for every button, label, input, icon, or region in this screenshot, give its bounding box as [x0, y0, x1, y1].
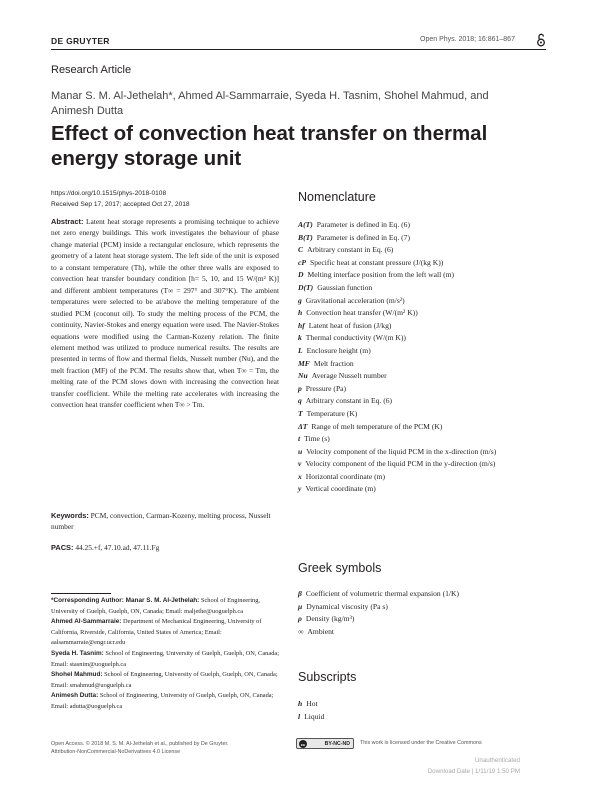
- affiliation-text: School of Engineering, University of Guelph, Guelph, ON, Canada; Email: maljethe@uoguelph.ca: [51, 597, 261, 615]
- received-accepted-dates: Received Sep 17, 2017; accepted Oct 27, 2018: [51, 201, 190, 208]
- nomenclature-heading: Nomenclature: [298, 190, 376, 204]
- symbol-entry: [298, 711, 548, 724]
- symbol: h: [298, 308, 303, 318]
- cc-icon: cc: [300, 741, 306, 747]
- symbol-definition: Latent heat of fusion (J/kg): [308, 320, 392, 330]
- affiliation-text: Department of Mechanical Engineering, University of California, Riverside, California, United States of America; Email: aalsammarraie@engr.ucr.edu: [51, 618, 262, 647]
- affiliation-entry: [51, 691, 279, 712]
- cc-license-badge[interactable]: [296, 738, 354, 749]
- greek-symbols-list: [298, 588, 548, 638]
- abstract-text: Latent heat storage represents a promising technique to achieve net zero energy buildings. This work investigates the behaviour of phase change material (PCM) inside a rectangular enclosure, which represents the geometry of a latent heat storage system. The left side of the unit is exposed to a constant temperature (Th), while the other three walls are exposed to convection heat transfer boundary condition [h= 5, 10, and 15 W/(m² K)] and different ambient temperatures (T∞ = 297° and 307°K). The ambient temperatures were selected to be at/above the melting temperature of the studied PCM (coconut oil). To study the melting process of the PCM, the continuity, Navier-Stokes and energy equation were used. The Navier-Stokes equations were modified using the Carman-Kozeny relation. The finite element method was utilized to produce numerical results. The results are presented in terms of flow and thermal fields, Nusselt number (Nu), and the melt fraction (MF) of the PCM. The results show that, when T∞ = Tm, the melting rate of the PCM slows down with increasing the convection heat transfer coefficient. While the melting rate accelerates with increasing the convection heat transfer coefficient when T∞ > Tm.: [51, 217, 279, 410]
- symbol: μ: [298, 601, 303, 611]
- subscripts-heading: Subscripts: [298, 670, 357, 684]
- header-rule: [51, 49, 546, 50]
- open-access-line: Open Access. © 2018 M. S. M. Al-Jethelah et al., published by De Gruyter.: [51, 741, 229, 747]
- symbol-definition: Specific heat at constant pressure (J/(kg K)): [310, 257, 444, 267]
- symbol-definition: Convection heat transfer (W/(m² K)): [306, 308, 418, 318]
- nomenclature-list: [298, 219, 548, 496]
- symbol: D: [298, 270, 304, 280]
- symbol-entry: [298, 421, 548, 434]
- symbol-definition: Vertical coordinate (m): [305, 484, 376, 494]
- symbol-entry: [298, 332, 548, 345]
- symbol-definition: Parameter is defined in Eq. (7): [316, 232, 410, 242]
- symbol-entry: [298, 383, 548, 396]
- symbol-definition: Dynamical viscosity (Pa s): [306, 601, 388, 611]
- symbol-entry: [298, 408, 548, 421]
- symbol-entry: [298, 483, 548, 496]
- symbol: C: [298, 245, 304, 255]
- symbol-entry: [298, 613, 548, 626]
- affiliation-author: Ahmed Al-Sammarraie:: [51, 618, 122, 626]
- paper-title: Effect of convection heat transfer on thermal energy storage unit: [51, 122, 488, 170]
- symbol-definition: Velocity component of the liquid PCM in the y-direction (m/s): [305, 459, 496, 469]
- symbol: q: [298, 396, 302, 406]
- symbol-definition: Thermal conductivity (W/(m K)): [305, 333, 406, 343]
- open-access-notice: [51, 740, 311, 756]
- symbol-entry: [298, 269, 548, 282]
- symbol-definition: Average Nusselt number: [311, 371, 387, 381]
- pacs: [51, 543, 279, 552]
- symbol-entry: [298, 244, 548, 257]
- symbol-entry: [298, 257, 548, 270]
- symbol: cP: [298, 257, 307, 267]
- author-affiliations: [51, 596, 279, 713]
- symbol-definition: Ambient: [307, 626, 334, 636]
- symbol-definition: Temperature (K): [306, 408, 358, 418]
- symbol-entry: [298, 345, 548, 358]
- affiliation-text: School of Engineering, University of Guelph, Guelph, ON, Canada; Email: smahmud@uoguelph.ca: [51, 671, 278, 689]
- symbol-definition: Density (kg/m³): [305, 614, 355, 624]
- symbol-definition: Gaussian function: [317, 282, 373, 292]
- symbol: L: [298, 345, 303, 355]
- watermark-line: Unauthenticated: [474, 757, 520, 764]
- symbol-entry: [298, 307, 548, 320]
- license-notice: This work is licensed under the Creative Commons: [360, 740, 482, 746]
- symbol-entry: [298, 395, 548, 408]
- symbol: Nu: [298, 371, 308, 381]
- affiliation-entry: [51, 670, 279, 691]
- author-list: Manar S. M. Al-Jethelah*, Ahmed Al-Sammarraie, Syeda H. Tasnim, Shohel Mahmud, and Animesh Dutta: [51, 90, 489, 117]
- symbol: v: [298, 459, 302, 469]
- greek-symbols-heading: Greek symbols: [298, 561, 382, 575]
- symbol: D(T): [298, 282, 314, 292]
- symbol-definition: Velocity component of the liquid PCM in the x-direction (m/s): [306, 446, 497, 456]
- symbol-entry: [298, 698, 548, 711]
- symbol-entry: [298, 219, 548, 232]
- affiliation-text: School of Engineering, University of Guelph, Guelph, ON, Canada; Email: adutta@uoguelph.ca: [51, 692, 274, 710]
- symbol-definition: Melting interface position from the left wall (m): [307, 270, 455, 280]
- symbol-entry: [298, 282, 548, 295]
- article-type: Research Article: [51, 64, 132, 76]
- symbol: t: [298, 434, 301, 444]
- cc-license-label: BY-NC-ND: [324, 740, 350, 747]
- symbol: MF: [298, 358, 310, 368]
- license-line: Attribution-NonCommercial-NoDerivatives 4.0 License: [51, 749, 181, 755]
- abstract-label: Abstract:: [51, 217, 84, 226]
- symbol: B(T): [298, 232, 313, 242]
- footnote-rule: [51, 593, 111, 594]
- affiliation-author: Syeda H. Tasnim:: [51, 649, 104, 657]
- download-watermark: [400, 755, 520, 777]
- symbol-definition: Range of melt temperature of the PCM (K): [311, 421, 443, 431]
- keywords: [51, 510, 279, 533]
- symbol-definition: Arbitrary constant in Eq. (6): [307, 245, 394, 255]
- doi-link[interactable]: https://doi.org/10.1515/phys-2018-0108: [51, 190, 167, 197]
- affiliation-entry: [51, 617, 279, 649]
- symbol-definition: Melt fraction: [313, 358, 354, 368]
- symbol-definition: Pressure (Pa): [305, 383, 347, 393]
- affiliation-author: *Corresponding Author: Manar S. M. Al-Jethelah:: [51, 597, 200, 604]
- symbol: l: [298, 711, 301, 721]
- symbol: p: [298, 383, 302, 393]
- symbol-definition: Time (s): [304, 434, 330, 444]
- symbol: β: [298, 589, 302, 598]
- symbol: x: [298, 471, 302, 481]
- affiliation-entry: [51, 596, 279, 617]
- symbol-entry: [298, 601, 548, 614]
- symbol-entry: [298, 458, 548, 471]
- watermark-line: Download Date | 1/11/19 1:50 PM: [427, 768, 520, 775]
- pacs-label: PACS:: [51, 543, 74, 552]
- symbol-definition: Coefficient of volumetric thermal expansion (1/K): [305, 589, 460, 598]
- open-access-icon: [536, 33, 546, 47]
- symbol-entry: [298, 471, 548, 484]
- symbol-definition: Hot: [306, 699, 318, 708]
- symbol: u: [298, 446, 303, 456]
- symbol-definition: Parameter is defined in Eq. (6): [316, 220, 410, 229]
- symbol-definition: Liquid: [304, 711, 325, 721]
- symbol-entry: [298, 320, 548, 333]
- pacs-text: 44.25.+f, 47.10.ad, 47.11.Fg: [75, 543, 160, 552]
- affiliation-author: Animesh Dutta:: [51, 692, 99, 700]
- symbol-entry: [298, 626, 548, 639]
- journal-reference: Open Phys. 2018; 16:861–867: [420, 36, 515, 43]
- keywords-text: PCM, convection, Carman-Kozeny, melting process, Nusselt number: [51, 511, 271, 532]
- symbol: k: [298, 333, 302, 343]
- symbol: y: [298, 484, 302, 494]
- symbol: ρ: [298, 614, 302, 624]
- affiliation-entry: [51, 649, 279, 670]
- subscripts-list: [298, 698, 548, 723]
- symbol-definition: Horizontal coordinate (m): [305, 471, 386, 481]
- affiliation-author: Shohel Mahmud:: [51, 671, 103, 679]
- symbol-entry: [298, 370, 548, 383]
- affiliation-text: School of Engineering, University of Guelph, Guelph, ON, Canada; Email: stasnim@uoguelph.ca: [51, 649, 279, 668]
- symbol-entry: [298, 358, 548, 371]
- keywords-label: Keywords:: [51, 511, 89, 520]
- symbol: ∞: [298, 626, 304, 636]
- abstract: [51, 216, 279, 506]
- symbol-definition: Gravitational acceleration (m/s²): [305, 295, 405, 305]
- symbol: ΔT: [298, 421, 308, 431]
- symbol: hf: [298, 320, 305, 330]
- publisher-name: DE GRUYTER: [51, 36, 110, 46]
- symbol-entry: [298, 446, 548, 459]
- symbol-definition: Enclosure height (m): [306, 345, 371, 355]
- symbol-definition: Arbitrary constant in Eq. (6): [305, 396, 393, 406]
- symbol-entry: [298, 232, 548, 245]
- symbol: T: [298, 408, 303, 418]
- symbol-entry: [298, 588, 548, 601]
- symbol: h: [298, 699, 303, 708]
- symbol-entry: [298, 433, 548, 446]
- symbol: g: [298, 295, 302, 305]
- symbol-entry: [298, 295, 548, 308]
- symbol: A(T): [298, 220, 313, 229]
